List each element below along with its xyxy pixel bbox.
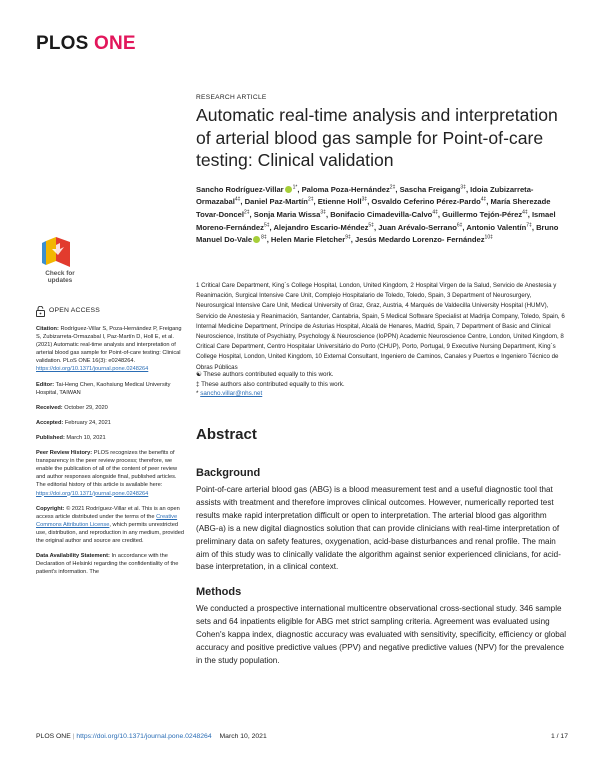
author-name: Sancho Rodríguez-Villar: [196, 184, 284, 194]
author-affiliation-marker: 4‡: [432, 209, 438, 216]
cc-license-link[interactable]: Creative Commons Attribution License: [36, 513, 178, 528]
author-name: Sonja Maria Wissa: [253, 210, 321, 219]
footer-date: March 10, 2021: [219, 733, 267, 740]
background-paragraph: Point-of-care arterial blood gas (ABG) is a blood measurement test and a useful diagnostic tool that assists with treatment and therefore improves clinical outcomes. However, numerically reported test results make rapid interpretation difficult or open to interpretation. The arterial blood gas algorithm (ABG-a) is a new digital diagnostics solution that can provide clinicians with real-time interpretation of preliminary data on safety features, oxygenation, acid-base disturbances and renal profile. The main aim of this study was to clinically validate the algorithm against senior experienced clinicians, for acid-base interpretation, in a clinical context.: [196, 485, 561, 572]
affiliations: 1 Critical Care Department, King´s College Hospital, London, United Kingdom, 2 Hospital Virgen de la Salud, Servicio de Anestesia y Reanimación, Surgical Intensive Care Unit, Complejo Hospitalario de Toledo, Toledo, Spain, 3 Department of Neurosurgery, Neurosurgical Intensive Care Unit, Medical University of Graz, Graz, Austria, 4 Marqués de Valdecilla University Hospital (HUMV), Servicio de Anestesia y Reanimación, Santander, Cantabria, Spain, 5 Medical Software Specialist at Madrija Company, Toledo, Spain, 6 Internal Medicine Department, Príncipe de Asturias Hospital, Alcalá de Henares, Madrid, Spain, 7 Department of Basic and Clinical Neuroscience, Institute of Psychiatry, Psychology & Neuroscience (IoPPN) Academic Neuroscience Centre, London, United Kingdom, 8 Critical Care Department, Centro Hospitalar Universitário do Porto (CHUP), Porto, Portugal, 9 Executive Nursing Department, King´s College Hospital, London, United Kingdom, 10 External Consultant, Ingeniero de Caminos, Canales y Puertos e Ingeniero Técnico de Obras Públicas: [196, 282, 565, 371]
author-entry: [245, 197, 318, 206]
page-number: 1 / 17: [550, 733, 568, 740]
author-separator: ,: [266, 235, 271, 245]
author-name: Ismael Moreno-Fernández: [196, 210, 556, 232]
copyright-block: Copyright: © 2021 Rodríguez-Villar et al. This is an open access article distributed under the terms of the Creative Commons Attribution License, which permits unrestricted use, distribution, and reproduction in any medium, provided the original author and source are credited.: [36, 505, 184, 544]
methods-paragraph: We conducted a prospective international multicentre observational cross-sectional study. 346 sample sets and 64 inpatients eligible for ABG met strict sampling criteria. Agreement was evaluated using Cohen's kappa index, diagnostic accuracy was evaluated with sensitivity, specificity, efficiency or global accuracy and positive predictive values (PPV) and negative predictive values (NPV) for the prevalence in the study population.: [196, 604, 567, 665]
author-affiliation-marker: 3‡: [320, 209, 326, 216]
author-entry: [330, 210, 442, 219]
author-separator: ,: [531, 222, 537, 232]
equal-contribution-note: ☯ These authors contributed equally to this work.: [196, 371, 334, 378]
logo-plos: PLOS: [36, 33, 89, 54]
author-name: Idoia Zubizarreta-Ormazabal: [196, 184, 534, 207]
page-footer: [36, 733, 568, 740]
author-name: Jesús Medardo Lorenzo- Fernández: [355, 235, 485, 245]
author-affiliation-marker: 3‡: [460, 184, 466, 190]
author-affiliation-marker: 7‡: [526, 222, 532, 229]
open-lock-icon: [36, 306, 45, 317]
author-separator: ,: [313, 197, 318, 207]
author-entry: [273, 223, 378, 232]
corresponding-email-link[interactable]: sancho.villar@nhs.net: [200, 390, 263, 398]
author-affiliation-marker: 1*: [292, 184, 298, 190]
author-affiliation-marker: 4‡: [522, 209, 528, 216]
author-list: [196, 182, 568, 246]
footer-separator: |: [70, 733, 77, 740]
author-affiliation-marker: 10‡: [484, 234, 493, 241]
also-equal-contribution-note: ‡ These authors also contributed equally to this work.: [196, 380, 345, 388]
footer-journal: PLOS ONE: [36, 733, 71, 740]
author-affiliation-marker: 4‡: [234, 196, 241, 203]
author-entry: [196, 185, 302, 194]
data-availability-block: Data Availability Statement: In accordance with the Declaration of Helsinki regarding the confidentiality of the patient's information. The: [36, 553, 179, 576]
corresponding-email-line: * sancho.villar@nhs.net: [196, 390, 263, 398]
author-affiliation-marker: 5‡: [368, 222, 374, 229]
author-separator: ,: [325, 210, 331, 219]
author-entry: [254, 210, 330, 219]
peer-review-block: Peer Review History: PLOS recognizes the benefits of transparency in the peer review process; therefore, we enable the publication of all of the content of peer review and author responses alongside final, published articles. The editorial history of this article is available here: https://doi.org/10.1371/journal.pone.0248264: [36, 450, 178, 497]
author-affiliation-marker: 3‡: [361, 196, 368, 203]
author-entry: [442, 210, 532, 219]
author-entry: [302, 185, 400, 194]
author-separator: ,: [465, 184, 471, 194]
author-separator: ,: [395, 184, 400, 194]
author-name: María Sherezade Tovar-Doncel: [196, 197, 551, 219]
plos-one-logo: [36, 33, 136, 55]
author-entry: [271, 235, 355, 244]
author-entry: [371, 197, 490, 206]
editor-block: Editor: Tai-Heng Chen, Kaohsiung Medical University Hospital, TAIWAN: [36, 381, 171, 396]
author-separator: ,: [373, 222, 379, 232]
author-separator: ,: [297, 184, 302, 194]
author-name: Daniel Paz-Martín: [244, 197, 308, 207]
author-entry: [466, 223, 536, 232]
citation-doi-link[interactable]: https://doi.org/10.1371/journal.pone.0248264: [36, 366, 149, 373]
author-separator: ,: [240, 197, 245, 207]
author-name: Antonio Valentín: [466, 222, 527, 232]
abstract-heading: Abstract: [196, 426, 257, 443]
article-title: Automatic real-time analysis and interpretation of arterial blood gas sample for Point-of-care testing: Clinical validation: [196, 105, 558, 170]
citation-block: Citation: Rodríguez-Villar S, Poza-Hernández P, Freigang S, Zubizarreta-Ormazabal I, Paz-Martín D, Holl E, et al. (2021) Automatic real-time analysis and interpretation of arterial blood gas sample for Point-of-care testing: Clinical validation. PLoS ONE 16(3): e0248264. https://doi.org/10.1371/journal.pone.0248264: [36, 326, 182, 373]
orcid-icon[interactable]: [285, 186, 292, 193]
accepted-block: Accepted: February 24, 2021: [36, 419, 111, 426]
author-name: Juan Arévalo-Serrano: [378, 222, 457, 232]
author-name: Paloma Poza-Hernández: [301, 184, 390, 194]
author-separator: ,: [527, 210, 532, 219]
check-updates-icon: [36, 237, 84, 269]
author-separator: ,: [249, 210, 254, 219]
author-entry: [318, 197, 372, 206]
author-affiliation-marker: 5‡: [263, 222, 270, 229]
author-affiliation-marker: 4‡: [480, 196, 487, 203]
peer-review-link[interactable]: https://doi.org/10.1371/journal.pone.0248264: [36, 490, 149, 497]
orcid-icon[interactable]: [253, 236, 260, 243]
author-affiliation-marker: 8‡: [261, 234, 267, 241]
author-affiliation-marker: 6‡: [456, 222, 463, 229]
author-separator: ,: [350, 235, 355, 245]
author-affiliation-marker: 9‡: [345, 234, 351, 241]
author-separator: ,: [367, 197, 372, 207]
author-entry: [400, 185, 471, 194]
article-sidebar: [36, 306, 184, 583]
author-name: Guillermo Tejón-Pérez: [442, 210, 523, 219]
received-block: Received: October 29, 2020: [36, 404, 108, 411]
author-name: Helen Marie Fletcher: [270, 235, 346, 245]
author-name: Etienne Holl: [317, 197, 362, 207]
author-notes: [196, 370, 568, 399]
author-separator: ,: [269, 222, 274, 232]
author-affiliation-marker: 2‡: [307, 196, 314, 203]
author-name: Alejandro Escario-Méndez: [273, 222, 369, 232]
author-separator: ,: [486, 197, 491, 207]
open-access-label: OPEN ACCESS: [36, 306, 184, 317]
author-separator: ,: [462, 222, 467, 232]
author-name: Sascha Freigang: [399, 184, 461, 194]
published-block: Published: March 10, 2021: [36, 434, 106, 441]
author-name: Bruno Manuel Do-Vale: [196, 222, 559, 245]
author-affiliation-marker: 2‡: [243, 209, 250, 216]
logo-one: ONE: [94, 33, 136, 54]
methods-heading: Methods: [196, 586, 242, 598]
author-affiliation-marker: 2‡: [389, 184, 396, 190]
check-updates-label: Check for updates: [45, 270, 75, 285]
author-entry: [355, 235, 493, 244]
check-for-updates-badge[interactable]: [36, 237, 84, 291]
author-entry: [378, 223, 466, 232]
author-separator: ,: [437, 210, 443, 219]
article-type: RESEARCH ARTICLE: [196, 94, 267, 101]
footer-doi-link[interactable]: https://doi.org/10.1371/journal.pone.0248264: [76, 733, 212, 740]
author-name: Osvaldo Ceferino Pérez-Pardo: [371, 197, 481, 207]
author-name: Bonifacio Cimadevilla-Calvo: [330, 210, 433, 219]
background-heading: Background: [196, 467, 261, 479]
